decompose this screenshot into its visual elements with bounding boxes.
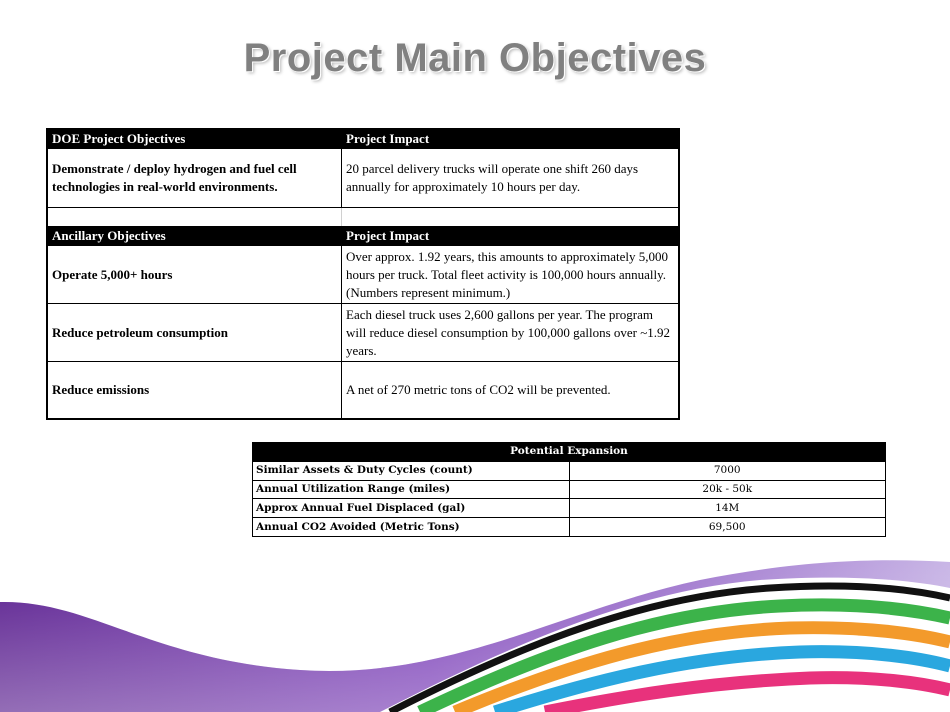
objective-cell: Reduce petroleum consumption <box>47 304 342 362</box>
expansion-value: 7000 <box>569 461 886 480</box>
spacer-cell <box>47 208 342 226</box>
doe-header-row <box>47 129 679 149</box>
table-row <box>47 362 679 419</box>
ancillary-header-row <box>47 226 679 245</box>
slide-title: Project Main Objectives <box>243 36 707 80</box>
expansion-label: Annual CO2 Avoided (Metric Tons) <box>253 518 570 537</box>
table-row <box>253 480 886 499</box>
expansion-title: Potential Expansion <box>253 443 886 462</box>
impact-cell: A net of 270 metric tons of CO2 will be prevented. <box>342 362 680 419</box>
expansion-value: 69,500 <box>569 518 886 537</box>
table-row <box>253 518 886 537</box>
spacer-cell <box>342 208 680 226</box>
impact-cell: Each diesel truck uses 2,600 gallons per year. The program will reduce diesel consumption by 100,000 gallons over ~1.92 years. <box>342 304 680 362</box>
expansion-value: 14M <box>569 499 886 518</box>
table-row <box>47 149 679 208</box>
objectives-table <box>46 128 680 420</box>
ancillary-header-objectives: Ancillary Objectives <box>47 226 342 245</box>
doe-header-impact: Project Impact <box>342 129 680 149</box>
expansion-label: Approx Annual Fuel Displaced (gal) <box>253 499 570 518</box>
expansion-label: Similar Assets & Duty Cycles (count) <box>253 461 570 480</box>
objective-cell: Reduce emissions <box>47 362 342 419</box>
decorative-swoosh <box>0 540 950 712</box>
table-row <box>47 304 679 362</box>
impact-cell: Over approx. 1.92 years, this amounts to approximately 5,000 hours per truck. Total fleet activity is 100,000 hours annually. (Numbers represent minimum.) <box>342 246 680 304</box>
impact-cell: 20 parcel delivery trucks will operate one shift 260 days annually for approximately 10 hours per day. <box>342 149 680 208</box>
expansion-label: Annual Utilization Range (miles) <box>253 480 570 499</box>
expansion-table <box>252 442 886 537</box>
objective-cell: Demonstrate / deploy hydrogen and fuel cell technologies in real-world environments. <box>47 149 342 208</box>
expansion-value: 20k - 50k <box>569 480 886 499</box>
doe-header-objectives: DOE Project Objectives <box>47 129 342 149</box>
expansion-header-row <box>253 443 886 462</box>
objective-cell: Operate 5,000+ hours <box>47 246 342 304</box>
table-row <box>47 246 679 304</box>
table-row <box>253 499 886 518</box>
table-row <box>253 461 886 480</box>
ancillary-header-impact: Project Impact <box>342 226 680 245</box>
spacer-row <box>47 208 679 226</box>
